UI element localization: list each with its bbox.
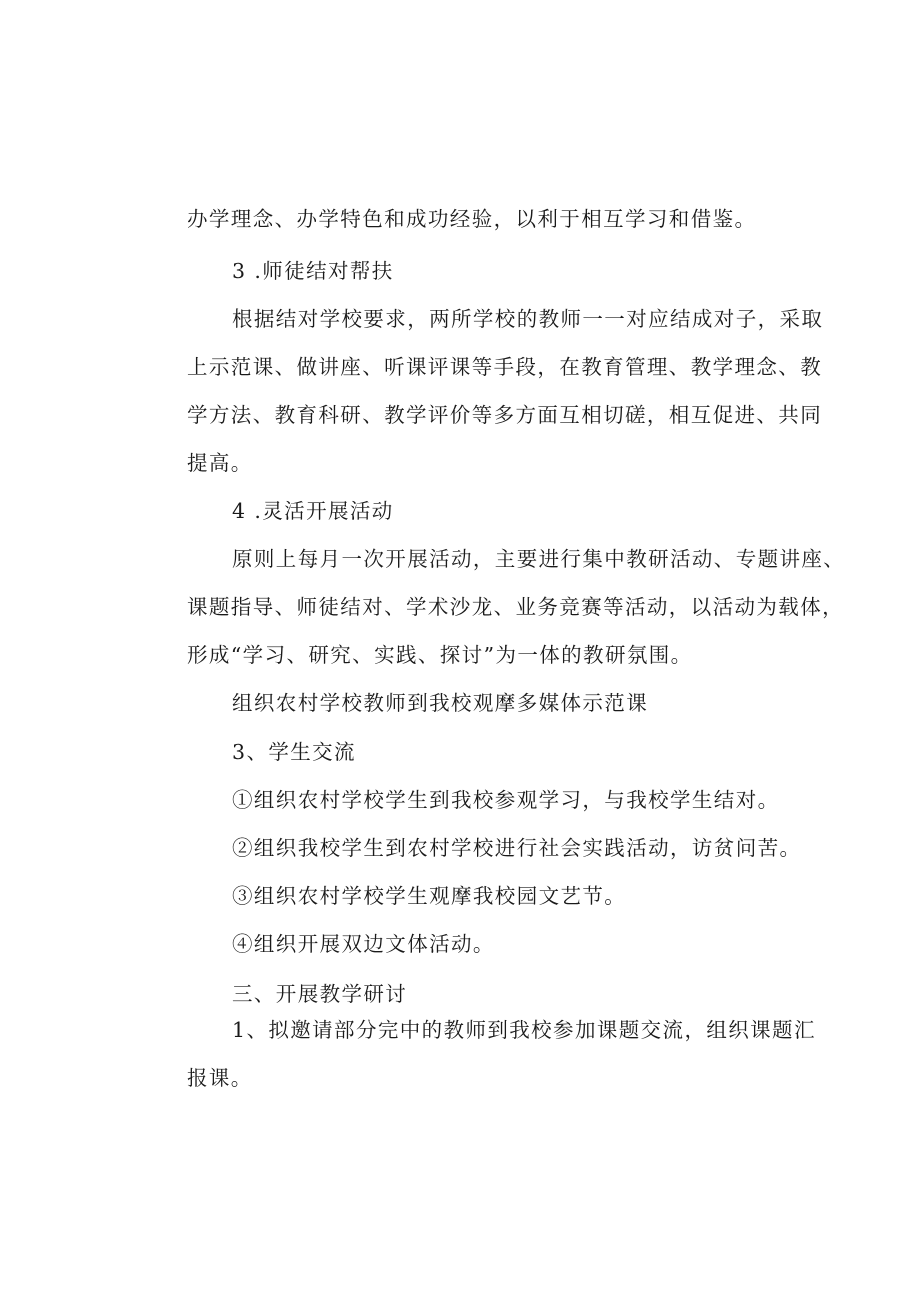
paragraph-line: 原则上每月一次开展活动，主要进行集中教研活动、专题讲座、 xyxy=(232,547,846,571)
paragraph-line: 组织农村学校教师到我校观摩多媒体示范课 xyxy=(232,691,649,715)
paragraph-line: 根据结对学校要求，两所学校的教师一一对应结成对子，采取 xyxy=(232,307,824,331)
paragraph-line: 1、拟邀请部分完中的教师到我校参加课题交流，组织课题汇 xyxy=(232,1018,816,1042)
paragraph-line: 上示范课、做讲座、听课评课等手段，在教育管理、教学理念、教 xyxy=(187,355,823,379)
paragraph-line: 课题指导、师徒结对、学术沙龙、业务竞赛等活动，以活动为载体， xyxy=(187,595,844,619)
list-item: ③组织农村学校学生观摩我校园文艺节。 xyxy=(232,884,627,908)
paragraph-line: 办学理念、办学特色和成功经验，以利于相互学习和借鉴。 xyxy=(187,207,757,231)
list-item: ④组织开展双边文体活动。 xyxy=(232,932,495,956)
section-heading: 三、开展教学研讨 xyxy=(232,982,408,1006)
section-heading: 3、学生交流 xyxy=(232,740,356,764)
section-heading: 3 .师徒结对帮扶 xyxy=(232,259,394,283)
paragraph-line: 报课。 xyxy=(187,1066,253,1090)
paragraph-line: 提高。 xyxy=(187,451,253,475)
paragraph-line: 形成“学习、研究、实践、探讨”为一体的教研氛围。 xyxy=(187,643,693,667)
list-item: ②组织我校学生到农村学校进行社会实践活动，访贫问苦。 xyxy=(232,836,802,860)
section-heading: 4 .灵活开展活动 xyxy=(232,499,394,523)
list-item: ①组织农村学校学生到我校参观学习，与我校学生结对。 xyxy=(232,788,780,812)
paragraph-line: 学方法、教育科研、教学评价等多方面互相切磋，相互促进、共同 xyxy=(187,403,823,427)
